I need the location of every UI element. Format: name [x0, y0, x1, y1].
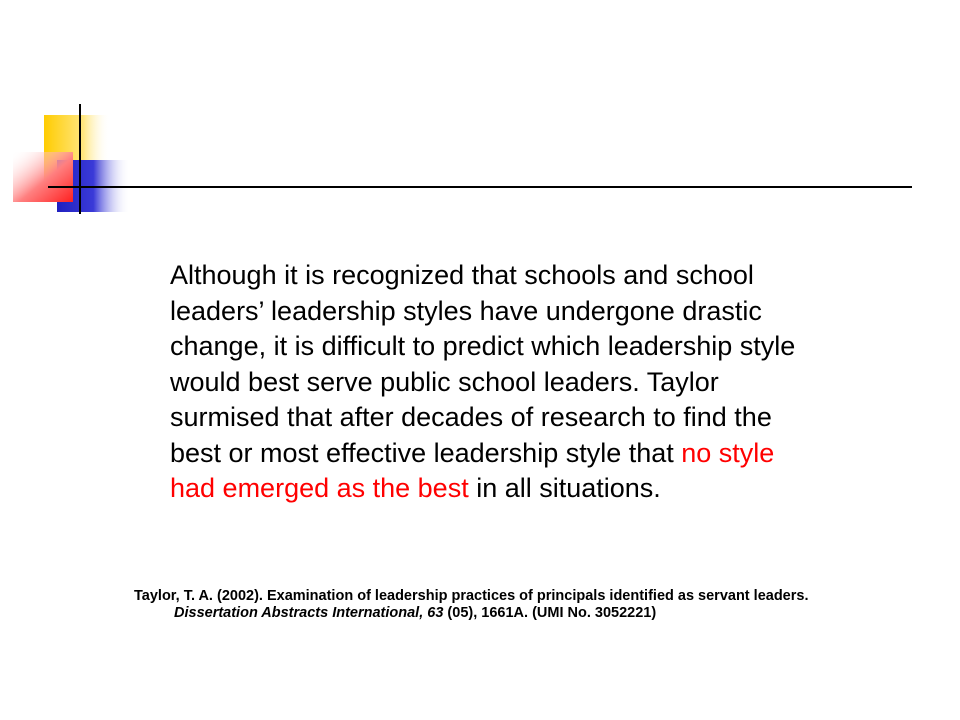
citation-line: Taylor, T. A. (2002). Examination of leadership practices of principals identified as servant leaders. — [134, 588, 809, 604]
body-line — [170, 436, 915, 472]
body-line: change, it is difficult to predict which leadership style — [170, 331, 796, 361]
corner-decoration — [0, 0, 960, 230]
citation-line — [134, 605, 934, 622]
highlighted-text: had emerged as the best — [170, 473, 469, 503]
citation-details: (05), 1661A. (UMI No. 3052221) — [443, 605, 657, 621]
citation — [134, 588, 934, 622]
body-text-segment: in all situations. — [468, 473, 661, 503]
body-line: Although it is recognized that schools and school — [170, 260, 754, 290]
journal-title: Dissertation Abstracts International, 63 — [174, 605, 444, 621]
body-line: would best serve public school leaders. Taylor — [170, 366, 719, 397]
body-line: surmised that after decades of research to find the — [170, 402, 772, 432]
body-line — [170, 471, 915, 507]
highlighted-text: no style — [681, 437, 775, 468]
body-text-segment: best or most effective leadership style that — [170, 437, 682, 468]
body-paragraph — [170, 258, 915, 507]
red-square — [13, 152, 73, 202]
body-line: leaders’ leadership styles have undergone drastic — [170, 295, 762, 326]
